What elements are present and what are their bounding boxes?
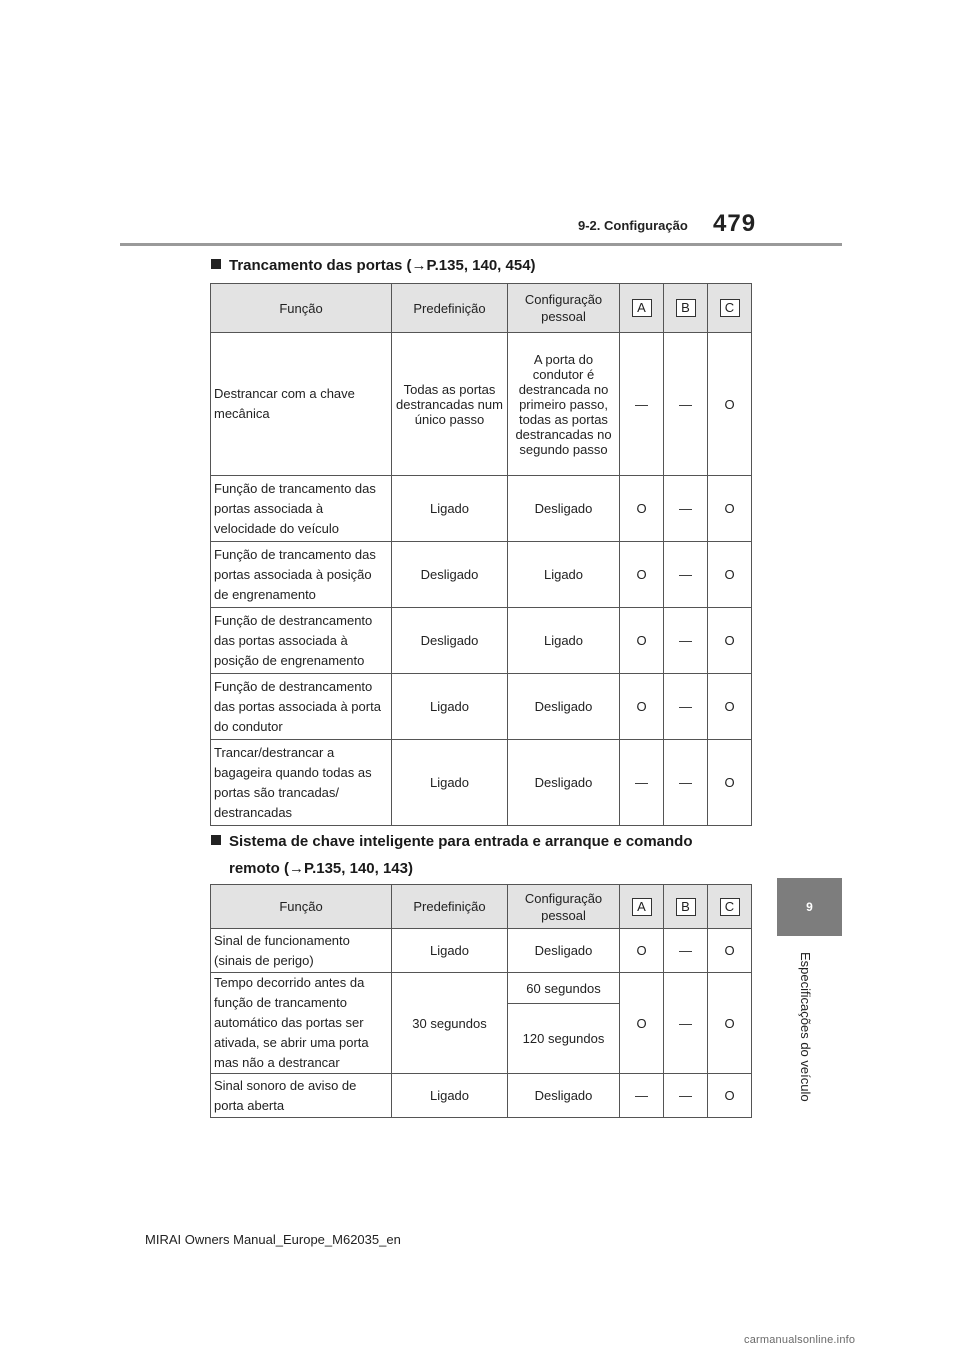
cell-function: Função de trancamento das portas associada à velocidade do veículo (211, 476, 392, 542)
table-row (211, 929, 752, 973)
cell-c: O (708, 674, 752, 740)
cell-personal: Ligado (508, 542, 620, 608)
square-bullet-icon (211, 835, 221, 845)
col-header-a (620, 284, 664, 333)
cell-default: Ligado (392, 929, 508, 973)
cell-b: — (664, 1074, 708, 1118)
section-title: Trancamento das portas (→P.135, 140, 454) (229, 257, 536, 274)
cell-default: Ligado (392, 740, 508, 826)
cell-personal: Desligado (508, 929, 620, 973)
chapter-number: 9 (806, 900, 813, 914)
cell-default: Ligado (392, 476, 508, 542)
square-bullet-icon (211, 259, 221, 269)
footer-manual-id: MIRAI Owners Manual_Europe_M62035_en (145, 1232, 401, 1247)
cell-personal-option-1: 60 segundos (508, 973, 620, 1004)
section-title-line1: Sistema de chave inteligente para entrada e arranque e comando (229, 833, 693, 850)
cell-a: O (620, 973, 664, 1074)
cell-personal: Desligado (508, 740, 620, 826)
col-header-c (708, 284, 752, 333)
col-header-function: Função (211, 284, 392, 333)
smart-key-settings-table (210, 884, 752, 1118)
table-row (211, 608, 752, 674)
cell-personal: Ligado (508, 608, 620, 674)
cell-c: O (708, 1074, 752, 1118)
chapter-title: Especificações do veículo (798, 952, 813, 1102)
cell-function: Sinal de funcionamento (sinais de perigo) (211, 929, 392, 973)
method-c-box: C (720, 898, 740, 916)
cell-b: — (664, 973, 708, 1074)
cell-a: O (620, 674, 664, 740)
cell-personal: Desligado (508, 1074, 620, 1118)
header-divider (120, 243, 842, 246)
col-header-function: Função (211, 885, 392, 929)
cell-a: — (620, 740, 664, 826)
cell-default: 30 segundos (392, 973, 508, 1074)
cell-a: — (620, 1074, 664, 1118)
table-row (211, 542, 752, 608)
cell-c: O (708, 542, 752, 608)
cell-function: Sinal sonoro de aviso de porta aberta (211, 1074, 392, 1118)
table-header-row (211, 284, 752, 333)
cell-a: O (620, 929, 664, 973)
cell-personal: Desligado (508, 674, 620, 740)
cell-a: O (620, 476, 664, 542)
section-label: 9-2. Configuração (578, 218, 688, 233)
cell-default: Todas as portas destrancadas num único passo (392, 333, 508, 476)
cell-c: O (708, 973, 752, 1074)
cell-c: O (708, 333, 752, 476)
watermark: carmanualsonline.info (744, 1334, 856, 1346)
cell-function: Função de destrancamento das portas associada à porta do condutor (211, 674, 392, 740)
cell-c: O (708, 476, 752, 542)
cell-a: O (620, 608, 664, 674)
cell-b: — (664, 674, 708, 740)
cell-default: Desligado (392, 542, 508, 608)
method-b-box: B (676, 299, 696, 317)
col-header-a (620, 885, 664, 929)
cell-a: — (620, 333, 664, 476)
section-heading-smart-key (211, 828, 751, 882)
method-b-box: B (676, 898, 696, 916)
method-a-box: A (632, 898, 652, 916)
cell-b: — (664, 608, 708, 674)
cell-b: — (664, 476, 708, 542)
table-header-row (211, 885, 752, 929)
cell-b: — (664, 542, 708, 608)
table-row (211, 1074, 752, 1118)
table-row (211, 740, 752, 826)
cell-function: Trancar/destrancar a bagageira quando todas as portas são trancadas/ destrancadas (211, 740, 392, 826)
cell-default: Ligado (392, 1074, 508, 1118)
cell-default: Desligado (392, 608, 508, 674)
cell-b: — (664, 333, 708, 476)
col-header-default: Predefinição (392, 885, 508, 929)
cell-c: O (708, 608, 752, 674)
cell-a: O (620, 542, 664, 608)
cell-function: Destrancar com a chave mecânica (211, 333, 392, 476)
cell-b: — (664, 929, 708, 973)
col-header-default: Predefinição (392, 284, 508, 333)
table-row (211, 333, 752, 476)
table-row (211, 476, 752, 542)
chapter-tab[interactable] (777, 878, 842, 936)
col-header-personal: Configuração pessoal (508, 284, 620, 333)
method-a-box: A (632, 299, 652, 317)
cell-default: Ligado (392, 674, 508, 740)
cell-function: Função de destrancamento das portas associada à posição de engrenamento (211, 608, 392, 674)
door-lock-settings-table (210, 283, 752, 826)
section-heading-door-lock (211, 252, 536, 279)
cell-function: Tempo decorrido antes da função de trancamento automático das portas ser ativada, se abrir uma porta mas não a destrancar (211, 973, 392, 1074)
col-header-b (664, 284, 708, 333)
col-header-c (708, 885, 752, 929)
table-row (211, 973, 752, 1004)
col-header-b (664, 885, 708, 929)
cell-personal: A porta do condutor é destrancada no primeiro passo, todas as portas destrancadas no segundo passo (508, 333, 620, 476)
section-title-line2: remoto (→P.135, 140, 143) (229, 860, 413, 877)
cell-b: — (664, 740, 708, 826)
method-c-box: C (720, 299, 740, 317)
cell-personal: Desligado (508, 476, 620, 542)
table-row (211, 674, 752, 740)
cell-function: Função de trancamento das portas associada à posição de engrenamento (211, 542, 392, 608)
cell-personal-option-2: 120 segundos (508, 1004, 620, 1074)
cell-c: O (708, 740, 752, 826)
cell-c: O (708, 929, 752, 973)
chapter-title-vertical (795, 952, 815, 1122)
page-number: 479 (713, 210, 757, 237)
col-header-personal: Configuração pessoal (508, 885, 620, 929)
